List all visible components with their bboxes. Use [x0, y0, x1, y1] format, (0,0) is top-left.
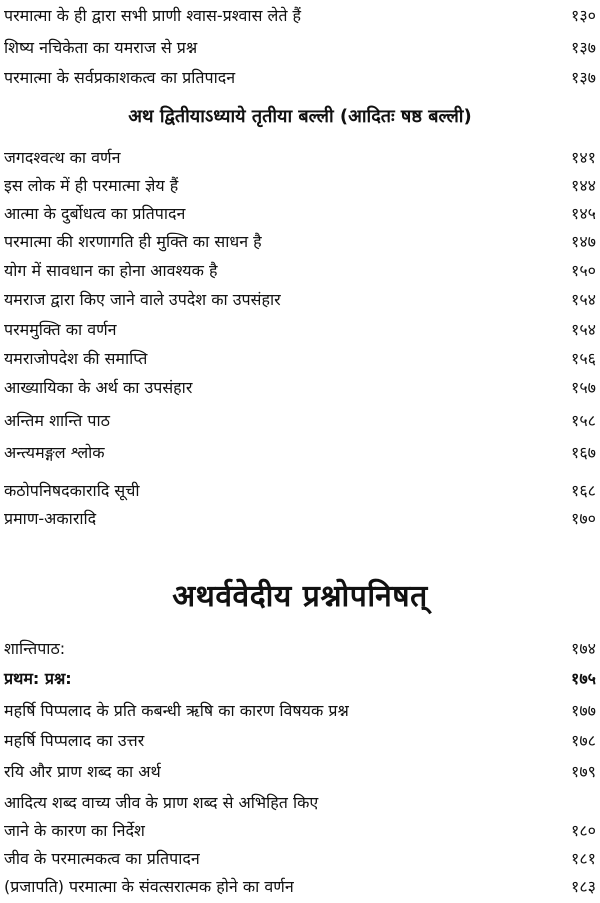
entry-page: १७५: [571, 669, 596, 688]
entry-page: १५४: [571, 320, 596, 339]
entry-title: अन्त्यमङ्गल श्लोक: [4, 443, 105, 462]
entry-title: परममुक्ति का वर्णन: [4, 320, 117, 339]
entry-title: यमराज द्वारा किए जाने वाले उपदेश का उपसंहार: [4, 290, 281, 309]
toc-entry: [0, 759, 600, 785]
entry-page: १८०: [571, 821, 596, 840]
entry-page: १८३: [571, 877, 596, 896]
toc-entry: [0, 346, 600, 372]
entry-title: परमात्मा के सर्वप्रकाशकत्व का प्रतिपादन: [4, 68, 236, 87]
entry-page: १६८: [571, 481, 596, 500]
entry-title: जगदश्वत्थ का वर्णन: [4, 148, 121, 167]
entry-page: १५०: [571, 261, 596, 280]
toc-entry: [0, 666, 600, 692]
entry-title: (प्रजापति) परमात्मा के संवत्सरात्मक होने का वर्णन: [4, 877, 294, 896]
entry-title: रयि और प्राण शब्द का अर्थ: [4, 762, 161, 781]
entry-page: १७४: [571, 639, 596, 658]
entry-title: प्रथम: प्रश्न:: [4, 669, 72, 688]
toc-entry: [0, 145, 600, 171]
entry-title: परमात्मा की शरणागति ही मुक्ति का साधन है: [4, 232, 262, 251]
entry-page: १४५: [571, 204, 596, 223]
toc-entry: [0, 506, 600, 532]
entry-page: १४४: [571, 176, 596, 195]
entry-page: १७०: [571, 509, 596, 528]
entry-title: प्रमाण-अकारादि: [4, 509, 97, 528]
entry-title: परमात्मा के ही द्वारा सभी प्राणी श्वास-प्रश्वास लेते हैं: [4, 6, 302, 25]
entry-title: शान्तिपाठ:: [4, 639, 66, 658]
section-heading: अथर्ववेदीय प्रश्नोपनिषत्: [172, 579, 428, 614]
toc-entry: [0, 874, 600, 900]
toc-entry: [0, 65, 600, 91]
entry-title: शिष्य नचिकेता का यमराज से प्रश्न: [4, 38, 198, 57]
entry-page: १७७: [571, 701, 596, 720]
toc-entry: [0, 478, 600, 504]
section-heading: अथ द्वितीयाऽध्याये तृतीया बल्ली (आदितः षष्ठ बल्ली): [128, 106, 472, 127]
toc-entry: [0, 440, 600, 466]
toc-entry: [0, 35, 600, 61]
entry-page: १७९: [571, 762, 596, 781]
entry-page: १४१: [571, 148, 596, 167]
entry-page: १७८: [571, 731, 596, 750]
entry-page: १३७: [571, 38, 596, 57]
entry-title: योग में सावधान का होना आवश्यक है: [4, 261, 218, 280]
toc-entry: [0, 201, 600, 227]
entry-title: आत्मा के दुर्बोधत्व का प्रतिपादन: [4, 204, 186, 223]
entry-title: कठोपनिषदकारादि सूची: [4, 481, 140, 500]
toc-entry: [0, 258, 600, 284]
entry-title: महर्षि पिप्पलाद का उत्तर: [4, 731, 145, 750]
toc-entry: [0, 636, 600, 662]
entry-page: १३७: [571, 68, 596, 87]
entry-page: १३०: [571, 6, 596, 25]
entry-page: १५८: [571, 411, 596, 430]
toc-entry: [0, 818, 600, 844]
entry-title: जाने के कारण का निर्देश: [4, 821, 145, 840]
entry-title: यमराजोपदेश की समाप्ति: [4, 349, 148, 368]
toc-entry: [0, 375, 600, 401]
toc-entry: [0, 3, 600, 29]
entry-title: जीव के परमात्मकत्व का प्रतिपादन: [4, 849, 200, 868]
entry-title: आख्यायिका के अर्थ का उपसंहार: [4, 378, 193, 397]
entry-title: इस लोक में ही परमात्मा ज्ञेय हैं: [4, 176, 179, 195]
toc-entry: [0, 790, 600, 816]
toc-entry: [0, 229, 600, 255]
entry-page: १६७: [571, 443, 596, 462]
toc-entry: [0, 173, 600, 199]
toc-entry: [0, 728, 600, 754]
entry-page: १८१: [571, 849, 596, 868]
entry-title: महर्षि पिप्पलाद के प्रति कबन्धी ऋषि का कारण विषयक प्रश्न: [4, 701, 349, 720]
entry-title: आदित्य शब्द वाच्य जीव के प्राण शब्द से अभिहित किए: [4, 793, 319, 812]
entry-page: १५६: [571, 349, 596, 368]
toc-entry: [0, 846, 600, 872]
entry-page: १५७: [571, 378, 596, 397]
entry-page: १५४: [571, 290, 596, 309]
toc-entry: [0, 408, 600, 434]
toc-entry: [0, 317, 600, 343]
toc-entry: [0, 698, 600, 724]
entry-page: १४७: [571, 232, 596, 251]
entry-title: अन्तिम शान्ति पाठ: [4, 411, 110, 430]
toc-entry: [0, 287, 600, 313]
